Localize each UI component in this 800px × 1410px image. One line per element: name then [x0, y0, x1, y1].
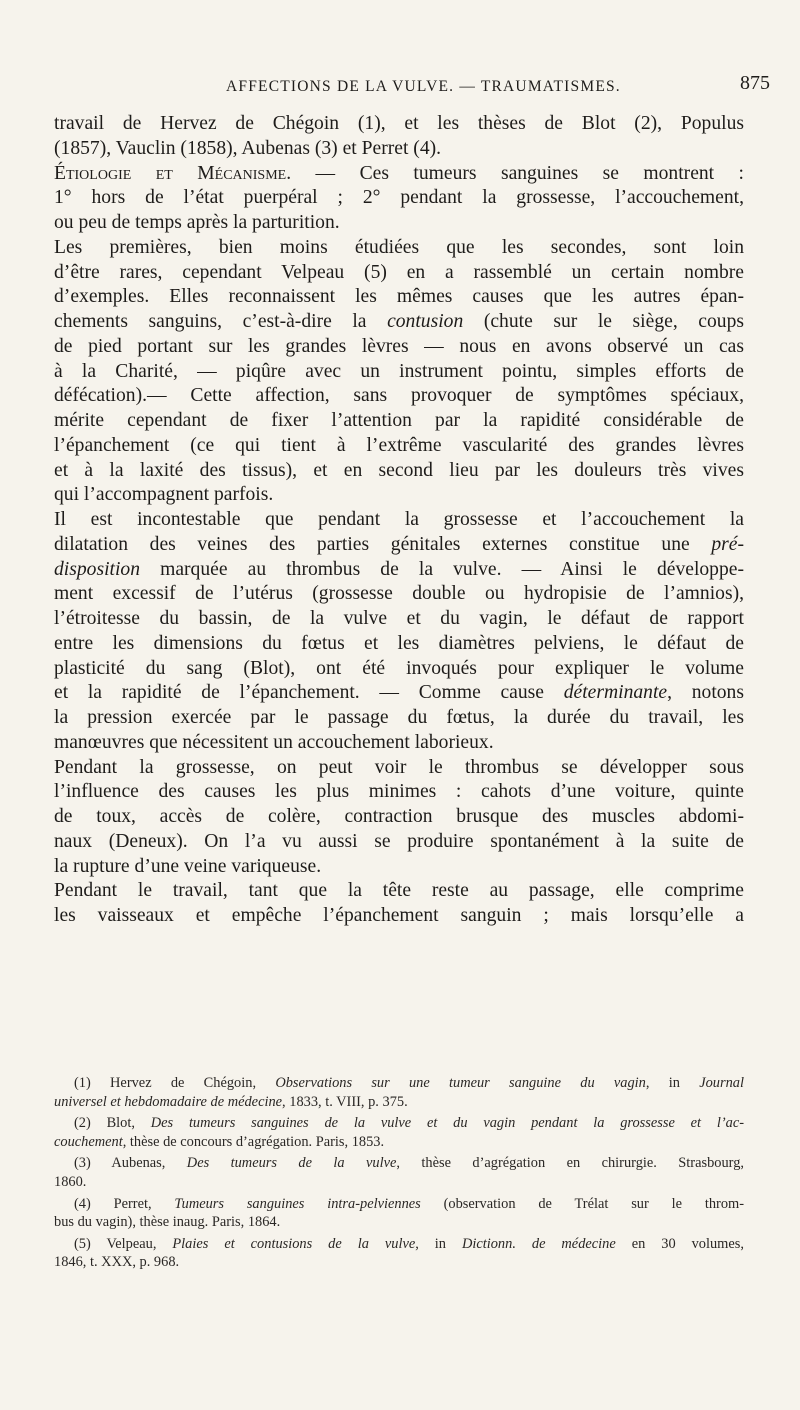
- page-number: 875: [740, 72, 770, 94]
- text-line: la pression exercée par le passage du fœtus, la durée du travail, les: [54, 707, 744, 728]
- footnote-2: (2) Blot, Des tumeurs sanguines de la vulve et du vagin pendant la grossesse et l’ac- couchement, thèse de concours d’agrégation. Paris, 1853.: [54, 1115, 744, 1150]
- text-line: d’exemples. Elles reconnaissent les mêmes causes que les autres épan-: [54, 286, 744, 308]
- text-line: Pendant la grossesse, on peut voir le thrombus se développer sous: [54, 756, 744, 778]
- text-line: (1857), Vauclin (1858), Aubenas (3) et Perret (4).: [54, 137, 442, 159]
- italic-term: contusion: [387, 311, 464, 332]
- text-line: qui l’accompagnent parfois.: [54, 484, 274, 506]
- text-line: dilatation des veines des parties génitales externes constitue une pré-: [54, 533, 744, 555]
- text-line: de pied portant sur les grandes lèvres — nous en avons observé un cas: [54, 335, 744, 357]
- running-title: AFFECTIONS DE LA VULVE. — TRAUMATISMES.: [226, 78, 621, 95]
- body-text: [54, 112, 744, 929]
- text-line: et la rapidité de l’épanchement. — Comme cause déterminante, notons: [54, 682, 744, 704]
- text-line: l’épanchement (ce qui tient à l’extrême vascularité des grandes lèvres: [54, 434, 744, 456]
- text-line: la rupture d’une veine variqueuse.: [54, 855, 322, 877]
- text-line: l’influence des causes les plus minimes : cahots d’une voiture, quinte: [54, 781, 744, 803]
- footnote-4: (4) Perret, Tumeurs sanguines intra-pelviennes (observation de Trélat sur le throm- bus du vagin), thèse inaug. Paris, 1864.: [54, 1195, 745, 1231]
- text-line: plasticité du sang (Blot), ont été invoqués pour expliquer le volume: [54, 657, 744, 679]
- text-line: à la Charité, — piqûre avec un instrument pointu, simples efforts de: [54, 360, 744, 382]
- text-line: défécation).— Cette affection, sans provoquer de symptômes spéciaux,: [54, 385, 744, 407]
- footnotes: [54, 1074, 744, 1275]
- text-line: entre les dimensions du fœtus et les diamètres pelviens, le défaut de: [54, 632, 744, 654]
- text-line: 1° hors de l’état puerpéral ; 2° pendant la grossesse, l’accouchement,: [54, 187, 744, 209]
- text-line: ment excessif de l’utérus (grossesse double ou hydropisie de l’amnios),: [54, 583, 744, 605]
- text-line: disposition marquée au thrombus de la vulve. — Ainsi le développe-: [54, 558, 744, 580]
- text-line: Il est incontestable que pendant la grossesse et l’accouchement la: [54, 509, 744, 530]
- text-line: l’étroitesse du bassin, de la vulve et du vagin, le défaut de rapport: [54, 608, 744, 629]
- footnote-5: (5) Velpeau, Plaies et contusions de la vulve, in Dictionn. de médecine en 30 volumes, 1846, t. XXX, p. 968.: [54, 1235, 744, 1271]
- text-line: les vaisseaux et empêche l’épanchement sanguin ; mais lorsqu’elle a: [54, 905, 744, 926]
- text-line: travail de Hervez de Chégoin (1), et les thèses de Blot (2), Populus: [54, 113, 744, 134]
- italic-term: disposition: [54, 558, 141, 580]
- text-line: de toux, accès de colère, contraction brusque des muscles abdomi-: [54, 806, 744, 827]
- section-heading-line: Étiologie et Mécanisme. — Ces tumeurs sanguines se montrent :: [54, 162, 744, 184]
- text-line: mérite cependant de fixer l’attention par la rapidité considérable de: [54, 410, 744, 431]
- text-line: Pendant le travail, tant que la tête reste au passage, elle comprime: [54, 880, 744, 902]
- text-line: chements sanguins, c’est-à-dire la contusion (chute sur le siège, coups: [54, 311, 744, 332]
- footnote-1: (1) Hervez de Chégoin, Observations sur une tumeur sanguine du vagin, in Journal universel et hebdomadaire de médecine, 1833, t. VIII, p. 375.: [54, 1075, 744, 1110]
- footnote-3: (3) Aubenas, Des tumeurs de la vulve, thèse d’agrégation en chirurgie. Strasbourg, 1860.: [54, 1155, 744, 1190]
- section-heading: Étiologie et Mécanisme.: [54, 162, 292, 184]
- italic-term: déterminante: [563, 682, 668, 704]
- italic-term: pré-: [711, 533, 744, 555]
- text-line: d’être rares, cependant Velpeau (5) en a rassemblé un certain nombre: [54, 261, 744, 283]
- text-line: naux (Deneux). On l’a vu aussi se produire spontanément à la suite de: [54, 830, 744, 852]
- text-line: et à la laxité des tissus), et en second lieu par les douleurs très vives: [54, 459, 744, 481]
- text-line: Les premières, bien moins étudiées que les secondes, sont loin: [54, 236, 744, 258]
- text-line: manœuvres que nécessitent un accouchement laborieux.: [54, 731, 494, 753]
- text-line: ou peu de temps après la parturition.: [54, 212, 340, 233]
